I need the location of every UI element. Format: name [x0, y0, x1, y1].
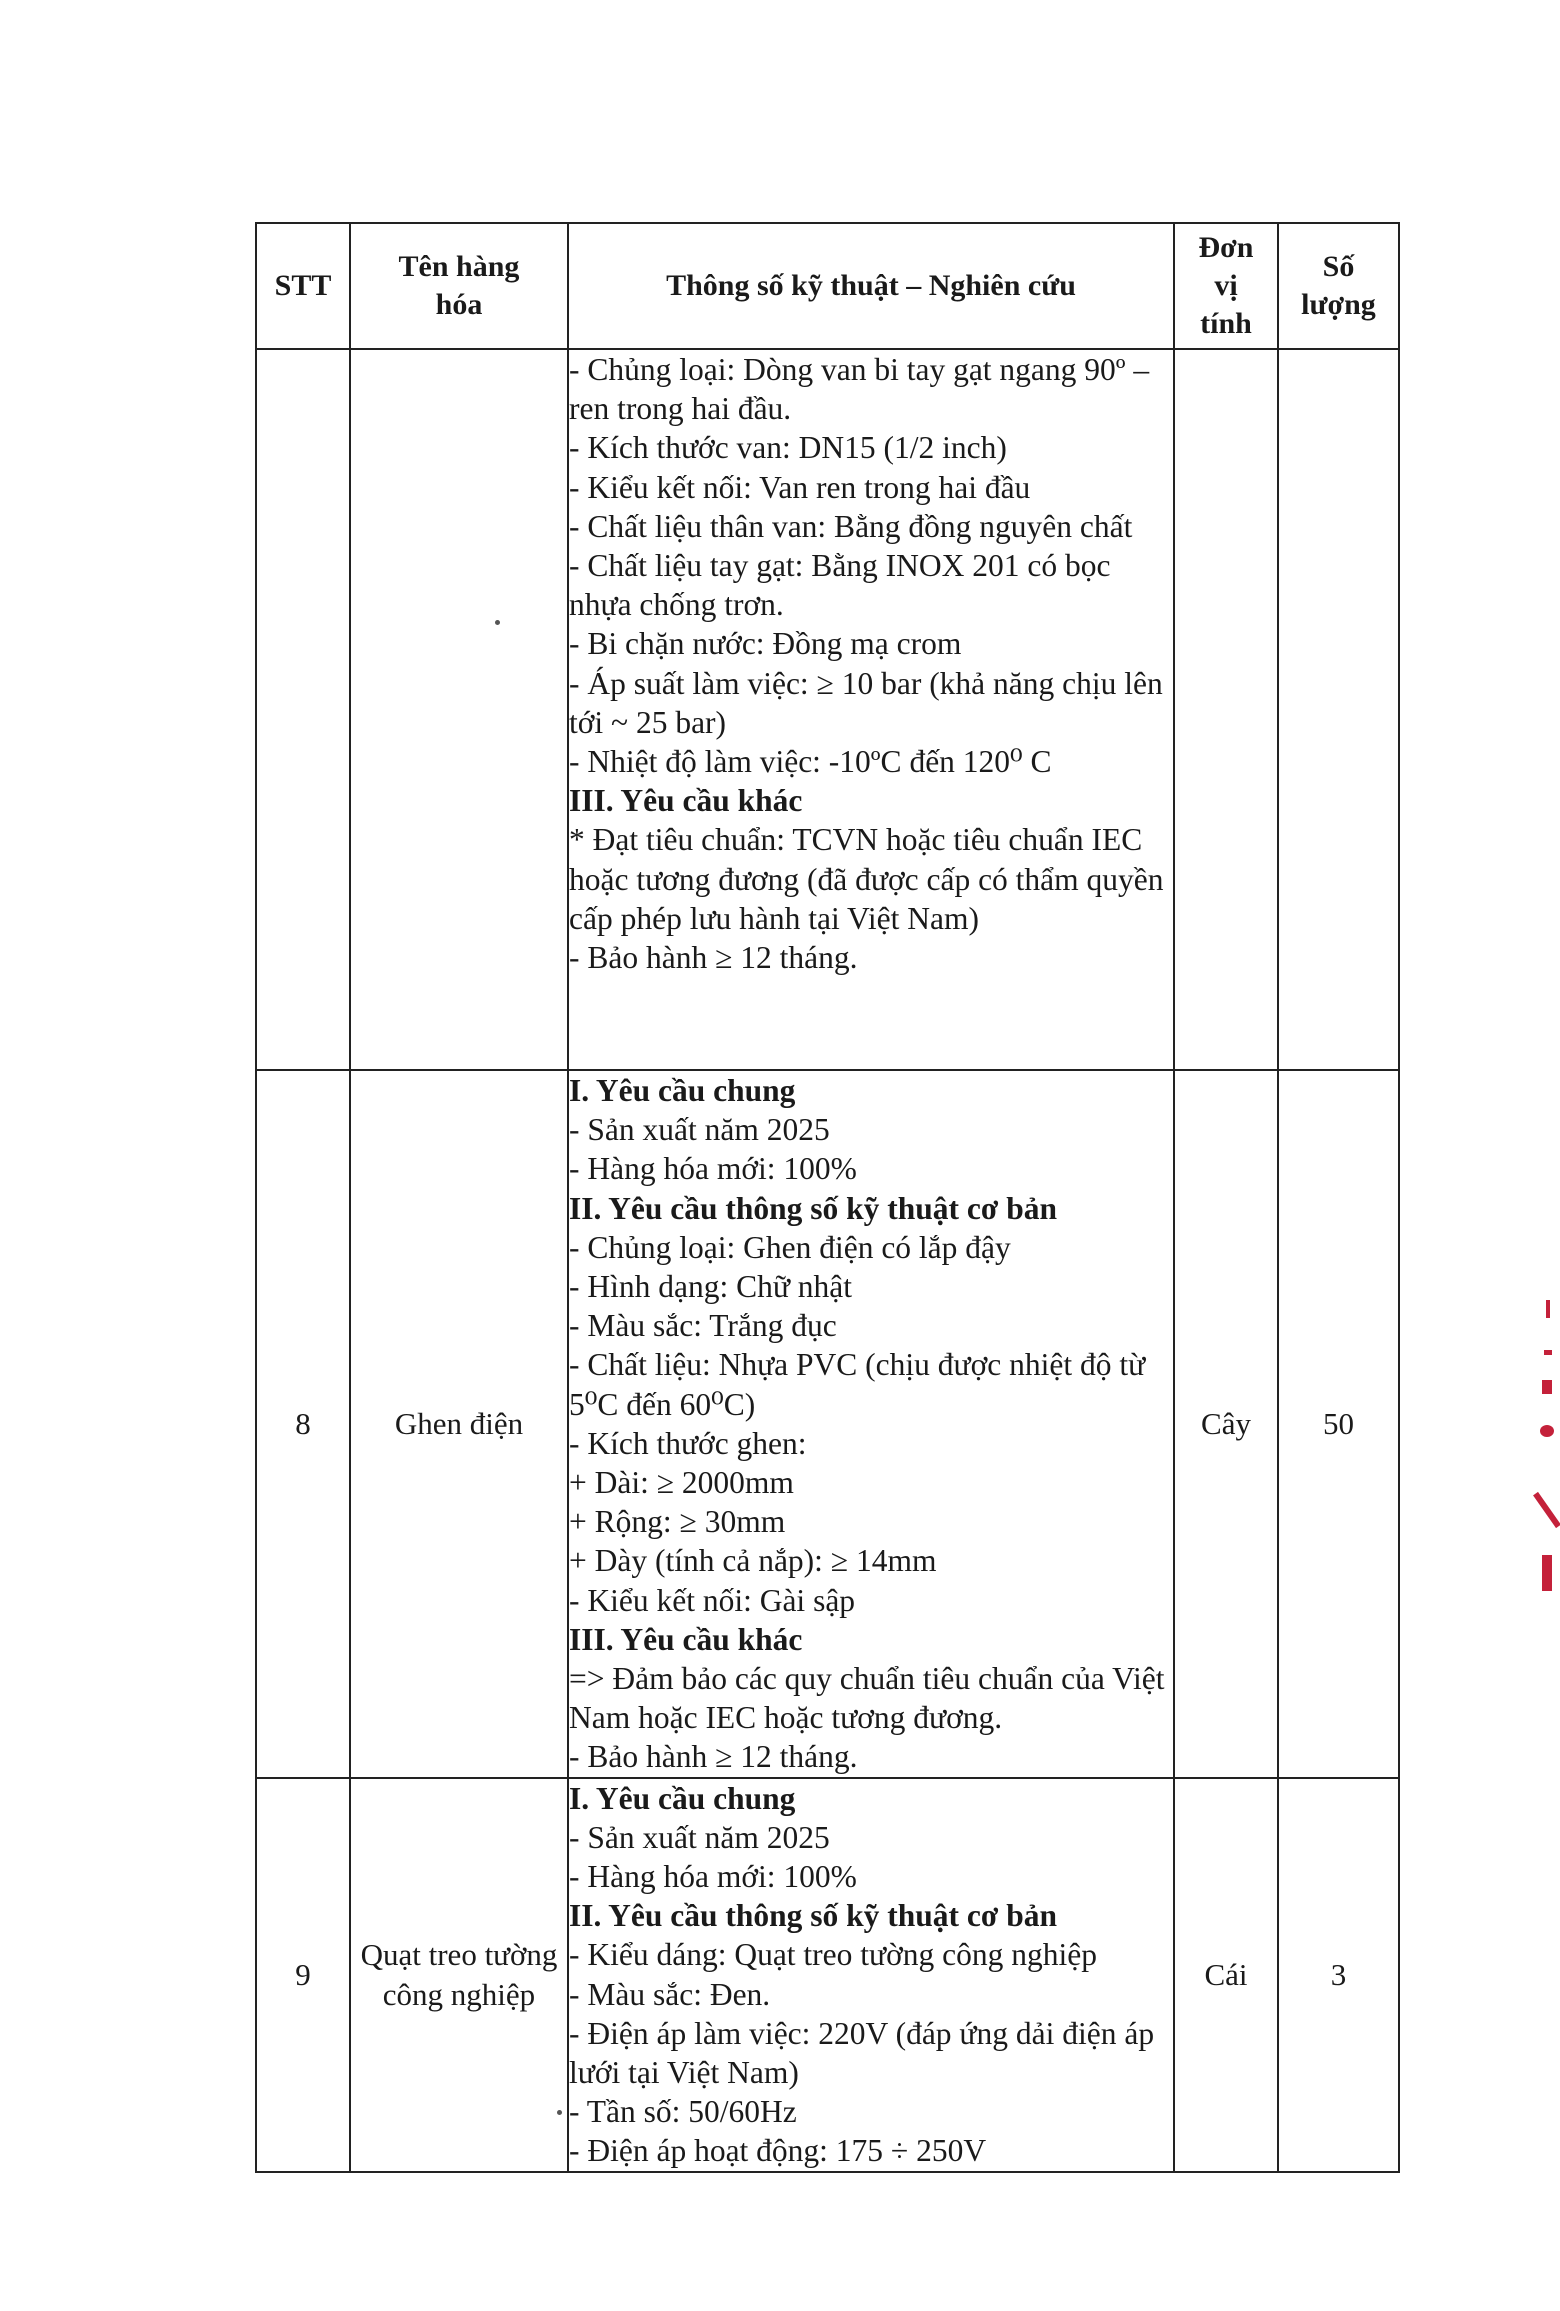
row-specs — [568, 1778, 1174, 2172]
row-qty: 3 — [1278, 1778, 1399, 2172]
spec-line: - Màu sắc: Đen. — [569, 1976, 771, 2012]
spec-section-heading: I. Yêu cầu chung — [569, 1073, 796, 1108]
spec-line: - Áp suất làm việc: ≥ 10 bar (khả năng chịu lên tới ~ 25 bar) — [569, 665, 1163, 740]
row-name: Quạt treo tường công nghiệp — [350, 1778, 568, 2172]
spec-line: - Kiểu kết nối: Van ren trong hai đầu — [569, 469, 1031, 505]
row-name — [350, 349, 568, 1070]
spec-section-heading: III. Yêu cầu khác — [569, 783, 803, 819]
spec-line: - Sản xuất năm 2025 — [569, 1819, 830, 1855]
spec-line: - Kích thước ghen: — [569, 1425, 807, 1461]
row-stt: 9 — [256, 1778, 350, 2172]
row-stt: 8 — [256, 1070, 350, 1778]
spec-line: - Sản xuất năm 2025 — [569, 1112, 830, 1148]
spec-table — [255, 222, 1400, 2173]
spec-line: - Chất liệu: Nhựa PVC (chịu được nhiệt độ từ 5⁰C đến 60⁰C) — [569, 1347, 1146, 1422]
spec-section-heading: II. Yêu cầu thông số kỹ thuật cơ bản — [569, 1898, 1058, 1934]
spec-line: - Tần số: 50/60Hz — [569, 2094, 797, 2130]
spec-line: - Màu sắc: Trắng đục — [569, 1308, 837, 1344]
spec-line: - Kích thước van: DN15 (1/2 inch) — [569, 430, 1007, 466]
spec-line: - Bảo hành ≥ 12 tháng. — [569, 1739, 858, 1775]
spec-line: * Đạt tiêu chuẩn: TCVN hoặc tiêu chuẩn IEC hoặc tương đương (đã được cấp có thẩm quyền cấp phép lưu hành tại Việt Nam) — [569, 822, 1164, 936]
spec-section-heading: III. Yêu cầu khác — [569, 1621, 803, 1657]
scan-speck — [557, 2110, 562, 2115]
spec-lines — [569, 1071, 1173, 1777]
table-row — [256, 1070, 1399, 1778]
spec-line: - Hàng hóa mới: 100% — [569, 1859, 857, 1895]
spec-line: => Đảm bảo các quy chuẩn tiêu chuẩn của Việt Nam hoặc IEC hoặc tương đương. — [569, 1661, 1165, 1736]
row-specs — [568, 349, 1174, 1070]
row-unit: Cái — [1174, 1778, 1278, 2172]
header-row — [256, 223, 1399, 349]
row-qty — [1278, 349, 1399, 1070]
spec-line: - Kiểu kết nối: Gài sập — [569, 1582, 856, 1618]
header-stt: STT — [256, 223, 350, 349]
spec-line: - Chủng loại: Dòng van bi tay gạt ngang 90º – ren trong hai đầu. — [569, 352, 1150, 427]
spec-section-heading: II. Yêu cầu thông số kỹ thuật cơ bản — [569, 1190, 1058, 1226]
header-name: Tên hàng hóa — [350, 223, 568, 349]
spec-line: + Dày (tính cả nắp): ≥ 14mm — [569, 1543, 937, 1579]
row-unit: Cây — [1174, 1070, 1278, 1778]
spec-line: - Hàng hóa mới: 100% — [569, 1151, 857, 1187]
header-specs: Thông số kỹ thuật – Nghiên cứu — [568, 223, 1174, 349]
row-unit — [1174, 349, 1278, 1070]
spec-section-heading: I. Yêu cầu chung — [569, 1780, 796, 1816]
spec-line: - Nhiệt độ làm việc: -10ºC đến 120⁰ C — [569, 744, 1052, 780]
scan-speck — [495, 620, 500, 625]
table-row — [256, 349, 1399, 1070]
spec-line: - Chất liệu tay gạt: Bằng INOX 201 có bọc nhựa chống trơn. — [569, 548, 1111, 623]
spec-line: - Chủng loại: Ghen điện có lắp đậy — [569, 1229, 1011, 1265]
spec-line: - Chất liệu thân van: Bằng đồng nguyên chất — [569, 508, 1133, 544]
spec-lines — [569, 1779, 1173, 2171]
spec-line: - Bi chặn nước: Đồng mạ crom — [569, 626, 962, 662]
spec-line: - Điện áp làm việc: 220V (đáp ứng dải điện áp lưới tại Việt Nam) — [569, 2015, 1155, 2091]
row-qty: 50 — [1278, 1070, 1399, 1778]
spec-lines — [569, 350, 1173, 977]
row-stt — [256, 349, 350, 1070]
spec-line: - Bảo hành ≥ 12 tháng. — [569, 940, 858, 976]
row-name: Ghen điện — [350, 1070, 568, 1778]
spec-line: - Kiểu dáng: Quạt treo tường công nghiệp — [569, 1937, 1097, 1973]
spec-line: - Điện áp hoạt động: 175 ÷ 250V — [569, 2133, 987, 2169]
spec-line: + Rộng: ≥ 30mm — [569, 1504, 786, 1540]
row-specs — [568, 1070, 1174, 1778]
spec-line: - Hình dạng: Chữ nhật — [569, 1269, 853, 1305]
header-qty: Số lượng — [1278, 223, 1399, 349]
seal-edge-marks — [1538, 1300, 1558, 1610]
table-row — [256, 1778, 1399, 2172]
spec-line: + Dài: ≥ 2000mm — [569, 1465, 794, 1501]
header-unit: Đơn vị tính — [1174, 223, 1278, 349]
